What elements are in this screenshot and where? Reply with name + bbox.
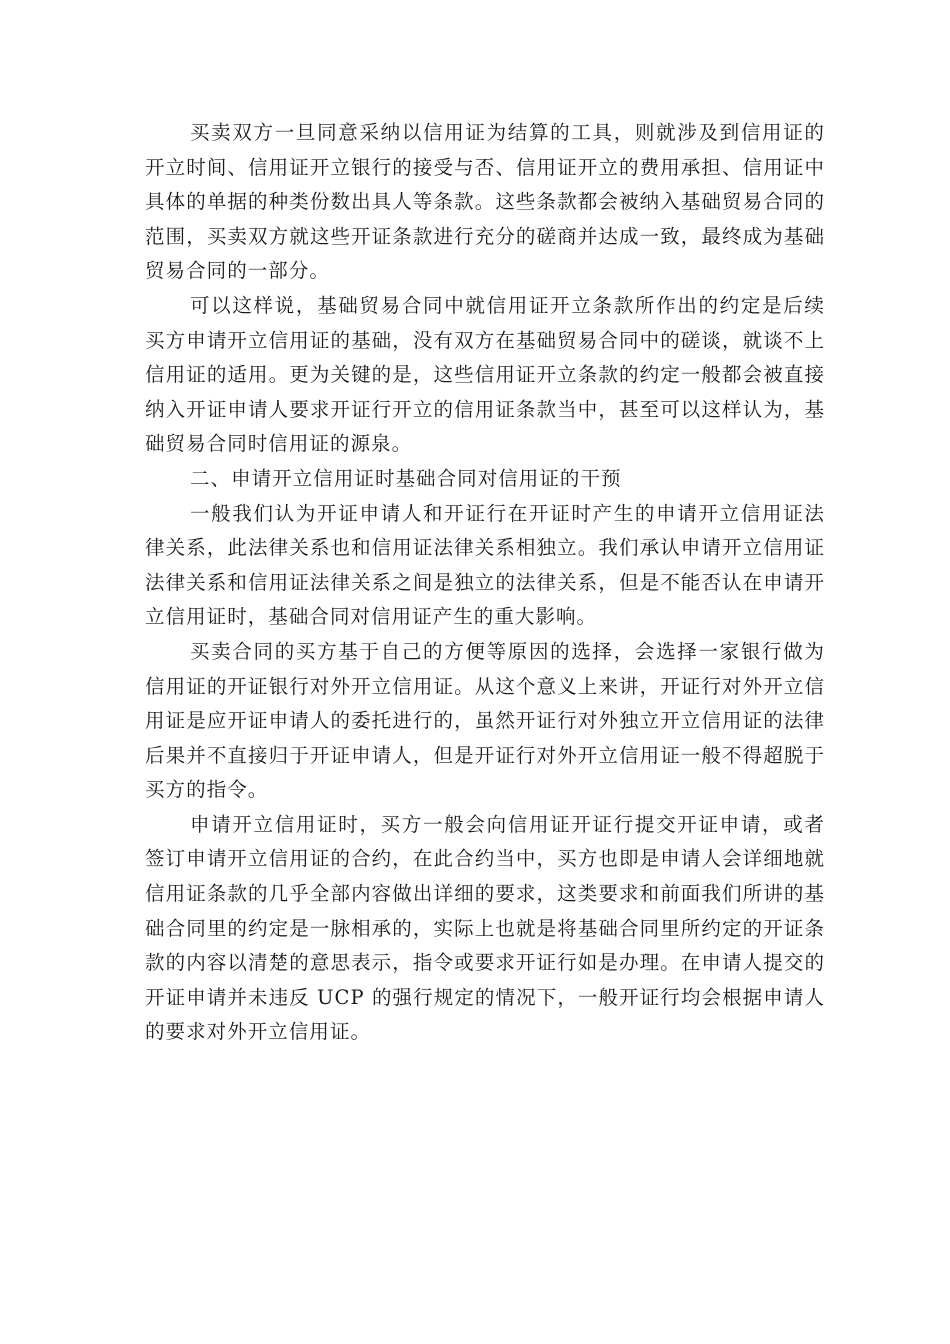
section-heading: 二、申请开立信用证时基础合同对信用证的干预 bbox=[190, 466, 622, 490]
document-body bbox=[145, 116, 825, 1050]
paragraph-buyer-bank-choice: 买卖合同的买方基于自己的方便等原因的选择，会选择一家银行做为信用证的开证银行对外开立信用证。从这个意义上来讲，开证行对外开立信用证是应开证申请人的委托进行的，虽然开证行对外独立开立信用证的法律后果并不直接归于开证申请人，但是开证行对外开立信用证一般不得超脱于买方的指令。 bbox=[145, 639, 825, 802]
paragraph-application-process: 申请开立信用证时，买方一般会向信用证开证行提交开证申请，或者签订申请开立信用证的合约，在此合约当中，买方也即是申请人会详细地就信用证条款的几乎全部内容做出详细的要求，这类要求和前面我们所讲的基础合同里的约定是一脉相承的，实际上也就是将基础合同里所约定的开证条款的内容以清楚的意思表示，指令或要求开证行如是办理。在申请人提交的开证申请并未违反 UCP 的强行规定的情况下，一般开证行均会根据申请人的要求对外开立信用证。 bbox=[145, 812, 825, 1044]
paragraph-lc-terms-negotiation: 买卖双方一旦同意采纳以信用证为结算的工具，则就涉及到信用证的开立时间、信用证开立银行的接受与否、信用证开立的费用承担、信用证中具体的单据的种类份数出具人等条款。这些条款都会被纳入基础贸易合同的范围，买卖双方就这些开证条款进行充分的磋商并达成一致，最终成为基础贸易合同的一部分。 bbox=[145, 121, 825, 283]
paragraph-independent-relations: 一般我们认为开证申请人和开证行在开证时产生的申请开立信用证法律关系，此法律关系也和信用证法律关系相独立。我们承认申请开立信用证法律关系和信用证法律关系之间是独立的法律关系，但是不能否认在申请开立信用证时，基础合同对信用证产生的重大影响。 bbox=[145, 501, 825, 629]
paragraph-contract-basis: 可以这样说，基础贸易合同中就信用证开立条款所作出的约定是后续买方申请开立信用证的基础，没有双方在基础贸易合同中的磋谈，就谈不上信用证的适用。更为关键的是，这些信用证开立条款的约定一般都会被直接纳入开证申请人要求开证行开立的信用证条款当中，甚至可以这样认为，基础贸易合同时信用证的源泉。 bbox=[145, 293, 825, 456]
